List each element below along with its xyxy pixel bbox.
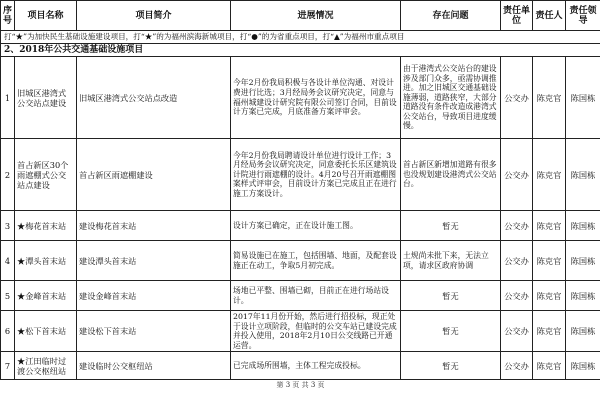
cell-progress: 已完成场所围墙，主体工程完成投标。	[231, 352, 401, 380]
cell-name: ★江田临时过渡公交枢纽站	[15, 352, 77, 380]
cell-person: 陈克官	[533, 211, 566, 241]
cell-unit: 公交办	[501, 241, 533, 281]
cell-person: 陈克官	[533, 281, 566, 311]
page-footer: 第 3 页 共 3 页	[276, 381, 325, 390]
cell-leader: 陈国栋	[566, 352, 600, 380]
cell-leader: 陈国栋	[566, 139, 600, 211]
cell-progress: 简易设施已在施工，包括围墙、地面，及配套设施正在动工，争取5月初完成。	[231, 241, 401, 281]
cell-problems: 暂无	[401, 281, 501, 311]
cell-leader: 陈国栋	[566, 211, 600, 241]
cell-progress: 2017年11月份开始，然后进行招投标，现正处于设计立项阶段，但临时的公交车站已建设完成并投入使用，2018年2月10日公交线路已开通运营。	[231, 311, 401, 352]
cell-seq: 5	[1, 281, 15, 311]
cell-seq: 7	[1, 352, 15, 380]
table-row	[1, 241, 600, 281]
cell-leader: 陈国栋	[566, 57, 600, 139]
cell-leader: 陈国栋	[566, 241, 600, 281]
cell-intro: 旧城区港湾式公交站点改造	[77, 57, 231, 139]
cell-problems: 暂无	[401, 311, 501, 352]
cell-progress: 今年2月份我局积极与各设计单位沟通、对设计费进行比选；3月经局务会议研究决定，同意与福州城建设计研究院有限公司签订合同，目前设计方案已完成，月底准备方案评审会。	[231, 57, 401, 139]
cell-name: 旧城区港湾式公交站点建设	[15, 57, 77, 139]
cell-intro: 建设临时公交枢纽站	[77, 352, 231, 380]
cell-name: ★梅花首末站	[15, 211, 77, 241]
cell-intro: 建设金峰首末站	[77, 281, 231, 311]
cell-unit: 公交办	[501, 352, 533, 380]
table-row	[1, 211, 600, 241]
cell-progress: 设计方案已确定，正在设计施工图。	[231, 211, 401, 241]
header-row	[1, 1, 600, 31]
cell-person: 陈克官	[533, 241, 566, 281]
footer-row	[1, 380, 600, 391]
cell-problems: 暂无	[401, 211, 501, 241]
cell-intro: 建设松下首末站	[77, 311, 231, 352]
cell-name: ★金峰首末站	[15, 281, 77, 311]
cell-intro: 建设潭头首末站	[77, 241, 231, 281]
cell-name: ★潭头首末站	[15, 241, 77, 281]
table-row	[1, 281, 600, 311]
cell-seq: 4	[1, 241, 15, 281]
cell-person: 陈克官	[533, 311, 566, 352]
cell-problems: 首占新区新增加道路有很多也没规划建设港湾式公交站台。	[401, 139, 501, 211]
note-row	[1, 31, 600, 44]
cell-unit: 公交办	[501, 139, 533, 211]
legend-note: 打“★”为加快民生基础设施建设项目，打“★”的为福州滨海新城项目，打“●”的为省重点项目，打“▲”为福州市重点项目	[1, 31, 600, 44]
table-row	[1, 352, 600, 380]
section-row	[1, 44, 600, 57]
cell-seq: 2	[1, 139, 15, 211]
section-title: 2、2018年公共交通基础设施项目	[1, 44, 600, 57]
cell-leader: 陈国栋	[566, 311, 600, 352]
table-row	[1, 57, 600, 139]
cell-unit: 公交办	[501, 211, 533, 241]
header-progress: 进展情况	[231, 1, 401, 31]
cell-intro: 首占新区雨遮棚建设	[77, 139, 231, 211]
cell-unit: 公交办	[501, 57, 533, 139]
header-name: 项目名称	[15, 1, 77, 31]
cell-progress: 场地已平整、围墙已砌，目前正在进行场站设计。	[231, 281, 401, 311]
cell-person: 陈克官	[533, 57, 566, 139]
cell-seq: 6	[1, 311, 15, 352]
header-leader: 责任领导	[566, 1, 600, 31]
cell-problems: 暂无	[401, 352, 501, 380]
header-seq: 序号	[1, 1, 15, 31]
cell-problems: 由于港湾式公交站台的建设涉及部门众多，亟需协调推进。加之旧城区交通基础设施薄弱，道路狭窄，大部分道路没有条件改造成港湾式公交站台，导致项目进度缓慢。	[401, 57, 501, 139]
cell-leader: 陈国栋	[566, 281, 600, 311]
cell-unit: 公交办	[501, 281, 533, 311]
header-unit: 责任单位	[501, 1, 533, 31]
cell-name: 首占新区30个雨遮棚式公交站点建设	[15, 139, 77, 211]
cell-problems: 土规尚未批下来，无法立项，请求区政府协调	[401, 241, 501, 281]
table-row	[1, 311, 600, 352]
cell-progress: 今年2月份我局聘请设计单位进行设计工作；3月经局务会议研究决定，同意委托长乐区建筑设计院进行雨遮棚的设计。4月20号召开雨遮棚图案样式评审会，目前设计方案已完成且正在进行施工方案设计。	[231, 139, 401, 211]
cell-name: ★松下首末站	[15, 311, 77, 352]
cell-unit: 公交办	[501, 311, 533, 352]
header-intro: 项目简介	[77, 1, 231, 31]
cell-person: 陈克官	[533, 352, 566, 380]
cell-seq: 3	[1, 211, 15, 241]
cell-person: 陈克官	[533, 139, 566, 211]
cell-seq: 1	[1, 57, 15, 139]
header-person: 责任人	[533, 1, 566, 31]
header-problems: 存在问题	[401, 1, 501, 31]
cell-intro: 建设梅花首末站	[77, 211, 231, 241]
table-row	[1, 139, 600, 211]
